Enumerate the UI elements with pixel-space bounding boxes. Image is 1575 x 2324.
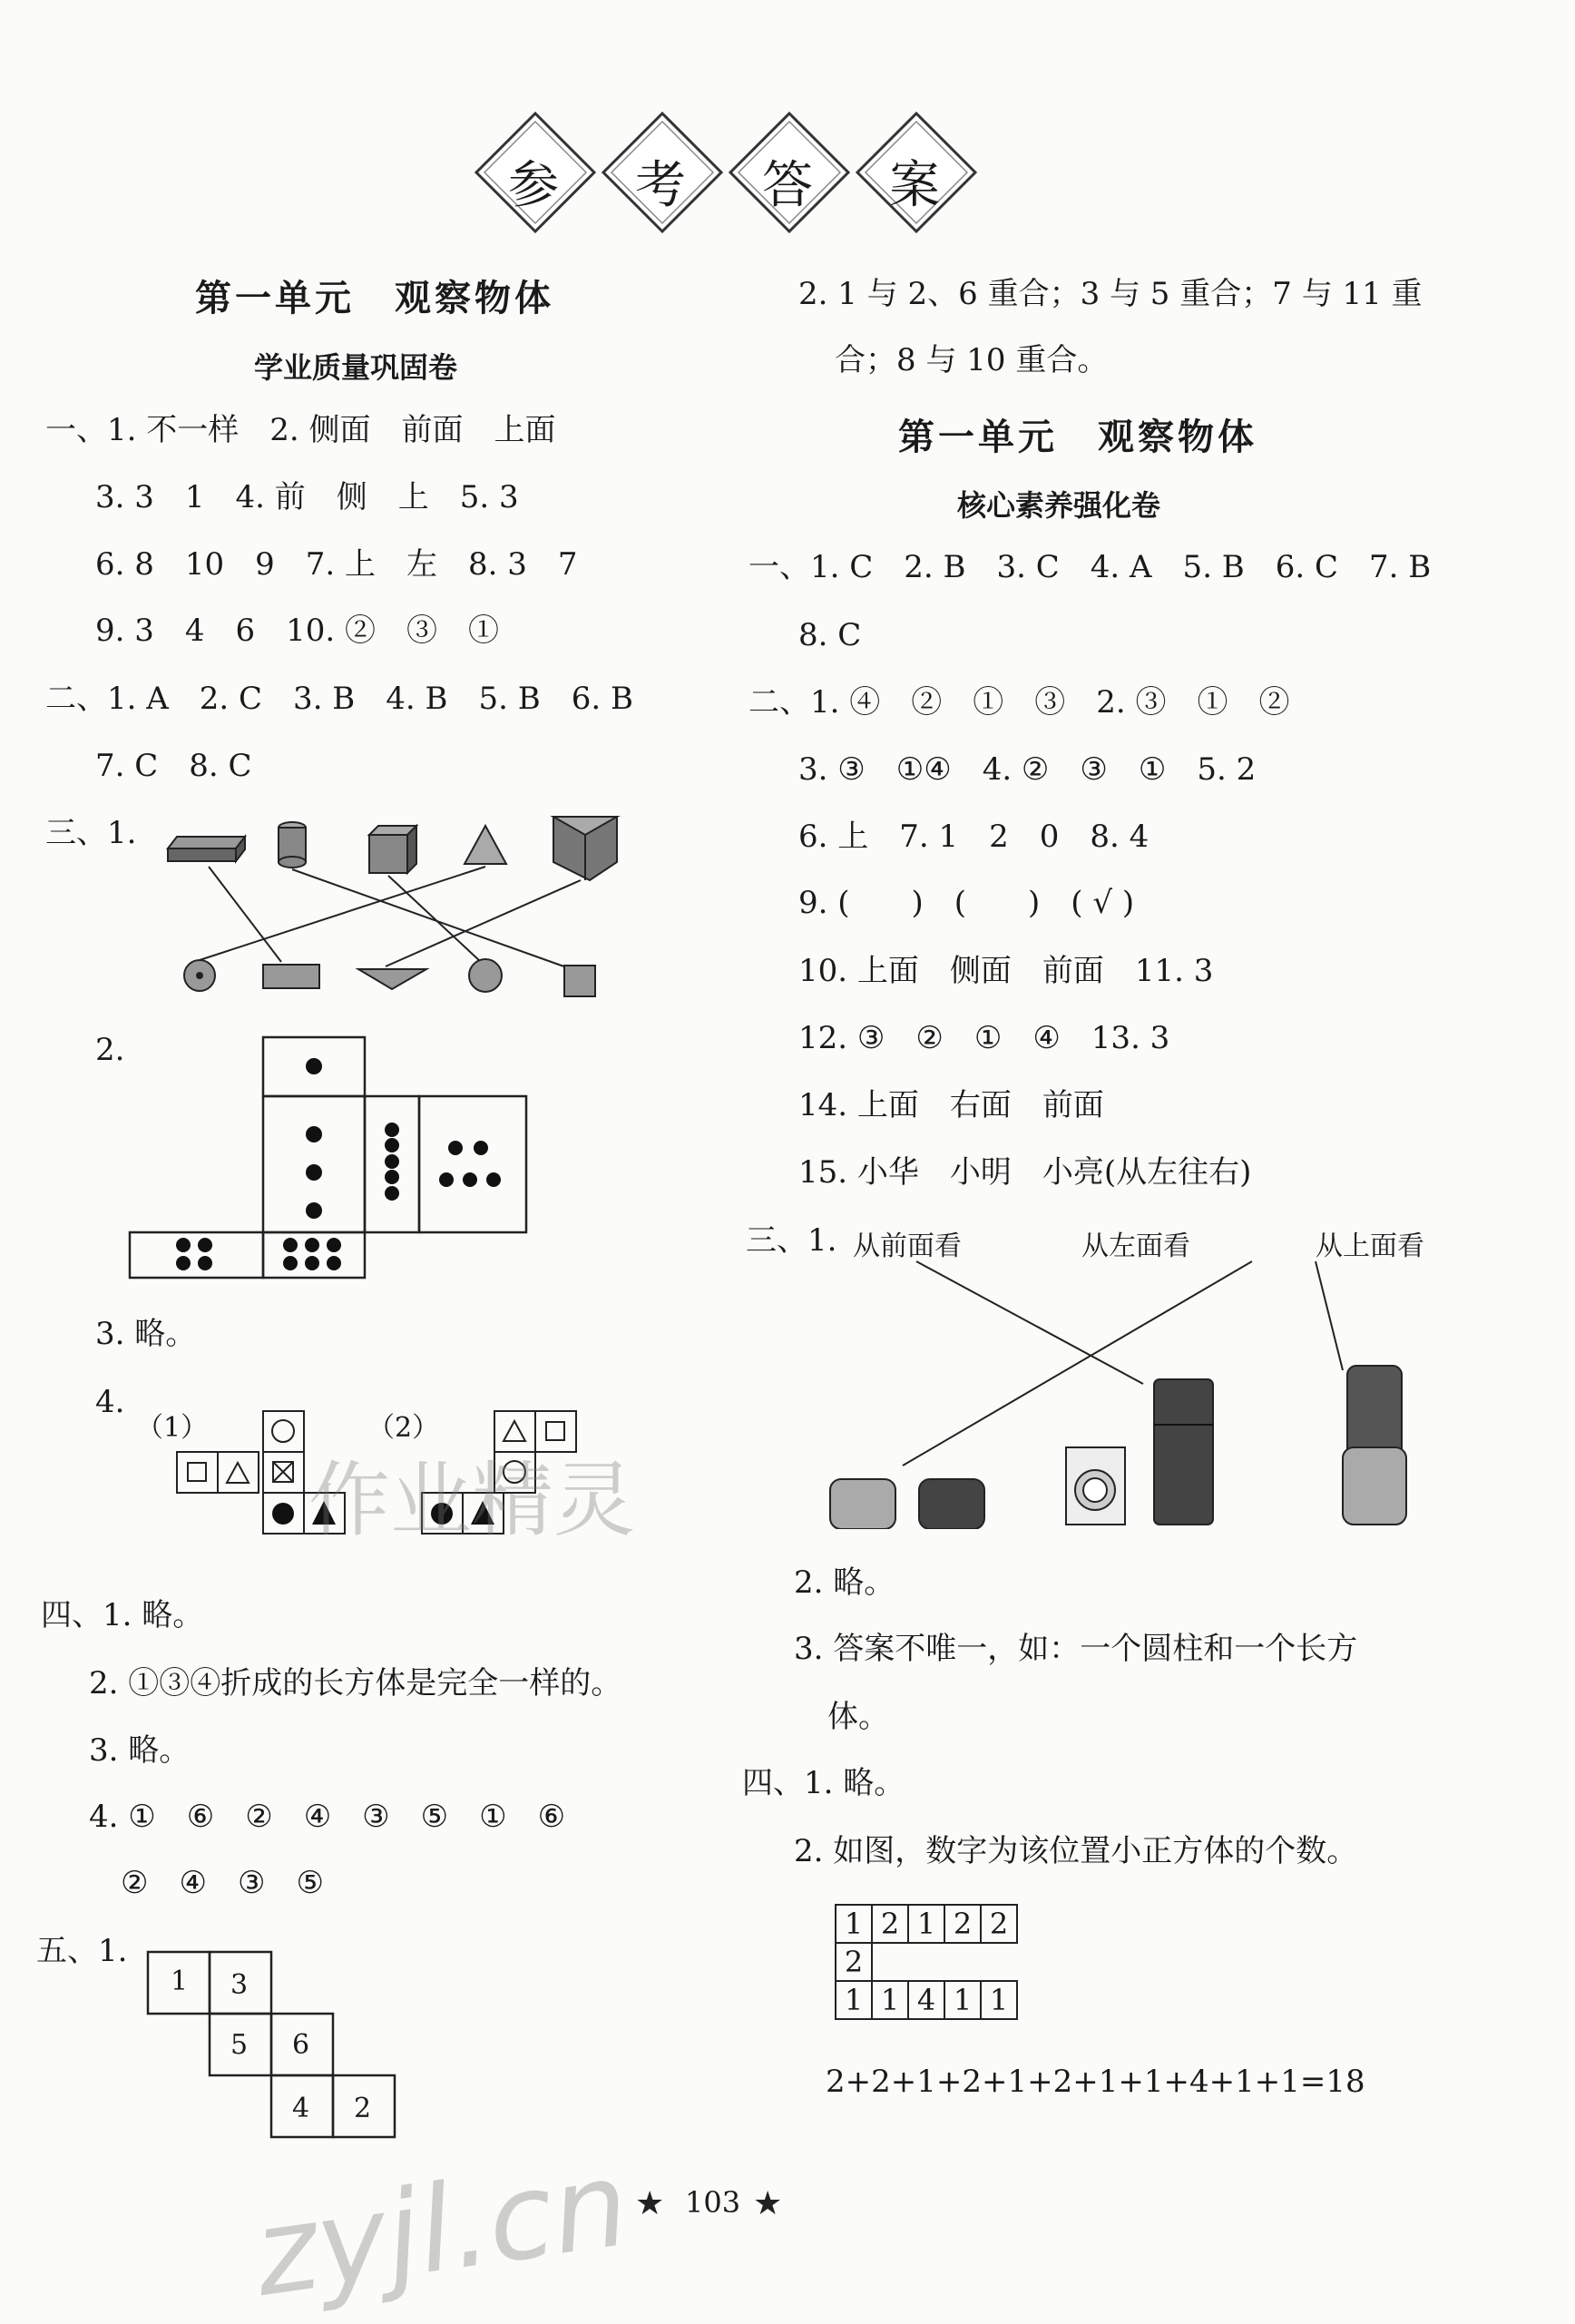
answer-line: ② ④ ③ ⑤ [121,1865,324,1901]
table-cell: 1 [836,1905,872,1943]
answer-line: 二、1. A 2. C 3. B 4. B 5. B 6. B [45,681,633,717]
answer-line: 3. ③ ①④ 4. ② ③ ① 5. 2 [798,751,1257,788]
title-char: 考 [635,156,686,215]
title-banner [472,109,980,236]
answer-line: 四、1. 略。 [41,1597,204,1633]
grid-number: 2 [354,2093,372,2124]
right-unit-title: 第一单元 观察物体 [898,417,1257,458]
view-label-top: 从上面看 [1316,1231,1424,1262]
answer-line: 一、1. C 2. B 3. C 4. A 5. B 6. C 7. B [748,549,1432,585]
view-label-front: 从前面看 [853,1231,962,1262]
net-label-2: （2） [367,1412,440,1444]
answer-line: 3. 3 1 4. 前 侧 上 5. 3 [95,479,519,515]
grid-number: 1 [171,1966,189,1997]
answer-line: 2. [95,1032,125,1068]
left-unit-title: 第一单元 观察物体 [195,278,554,319]
answer-line: 二、1. ④ ② ① ③ 2. ③ ① ② [748,684,1290,721]
view-label-left: 从左面看 [1081,1231,1190,1262]
answer-line: 四、1. 略。 [742,1765,905,1801]
net-label-1: （1） [136,1412,209,1444]
watermark-center: 作业精灵 [308,1453,635,1548]
answer-line: 8. C [798,617,862,653]
table-cell: 2 [944,1905,981,1943]
grid-number: 3 [230,1969,249,2001]
table-cell: 4 [908,1981,944,2019]
answer-line: 15. 小华 小明 小亮(从左往右) [798,1154,1252,1191]
answer-line: 4. ① ⑥ ② ④ ③ ⑤ ① ⑥ [89,1799,566,1835]
page-footer [635,2178,798,2232]
table-cell: 2 [872,1905,908,1943]
table-cell: 1 [944,1981,981,2019]
grid-number: 5 [230,2029,249,2061]
page-number: 103 [685,2185,741,2220]
answer-line: 一、1. 不一样 2. 侧面 前面 上面 [45,412,556,448]
answer-line: 14. 上面 右面 前面 [798,1087,1104,1123]
answer-line: 3. 答案不唯一，如：一个圆柱和一个长方 [794,1631,1358,1667]
table-cell [981,1943,1017,1981]
answer-line: 三、1. [45,815,137,851]
table-cell [944,1943,981,1981]
table-cell [872,1943,908,1981]
table-cell [908,1943,944,1981]
answer-line: 6. 8 10 9 7. 上 左 8. 3 7 [95,546,578,583]
title-char: 答 [762,156,813,215]
title-char: 参 [508,156,559,215]
grid-number: 6 [292,2029,310,2061]
table-cell: 2 [981,1905,1017,1943]
table-cell: 1 [872,1981,908,2019]
answer-line: 五、1. [36,1933,128,1969]
answer-line: 3. 略。 [95,1316,197,1352]
solids-matching-figure [154,808,626,1007]
answer-line: 合；8 与 10 重合。 [835,342,1109,378]
answer-line: 三、1. [746,1222,837,1259]
answer-line: 10. 上面 侧面 前面 11. 3 [798,953,1214,989]
star-icon: ★ [753,2185,783,2222]
left-subtitle: 学业质量巩固卷 [254,350,458,385]
answer-line: 4. [95,1384,125,1420]
cube-count-table [835,1904,1018,2020]
answer-line: 体。 [827,1699,889,1735]
answer-line: 3. 略。 [89,1732,191,1769]
answer-line: 2. 略。 [794,1564,895,1601]
right-subtitle: 核心素养强化卷 [957,488,1161,523]
table-cell: 2 [836,1943,872,1981]
grid-number: 4 [292,2093,310,2124]
answer-line: 2. ①③④折成的长方体是完全一样的。 [89,1665,622,1701]
answer-line: 12. ③ ② ① ④ 13. 3 [798,1020,1170,1056]
answer-line: 9. ( ) ( ) ( √ ) [798,885,1135,921]
tall-cabinet-icon [1343,1366,1406,1525]
table-cell: 1 [836,1981,872,2019]
equation: 2+2+1+2+1+2+1+1+4+1+1=18 [826,2064,1365,2100]
answer-line: 2. 1 与 2、6 重合；3 与 5 重合；7 与 11 重 [798,276,1423,312]
refrigerator-icon [1154,1379,1213,1525]
watermark-bottom: zyjl.cn [246,2134,637,2323]
star-icon: ★ [635,2185,665,2222]
title-char: 案 [889,156,940,215]
answer-line: 2. 如图，数字为该位置小正方体的个数。 [794,1833,1358,1869]
number-grid-figure [145,1949,408,2149]
table-cell: 1 [908,1905,944,1943]
washing-machine-icon [1066,1447,1125,1525]
answer-line: 9. 3 4 6 10. ② ③ ① [95,613,500,649]
dice-net-figure [127,1035,535,1280]
table-cell: 1 [981,1981,1017,2019]
views-matching-figure [817,1257,1415,1529]
answer-line: 7. C 8. C [95,748,252,784]
answer-line: 6. 上 7. 1 2 0 8. 4 [798,819,1149,855]
